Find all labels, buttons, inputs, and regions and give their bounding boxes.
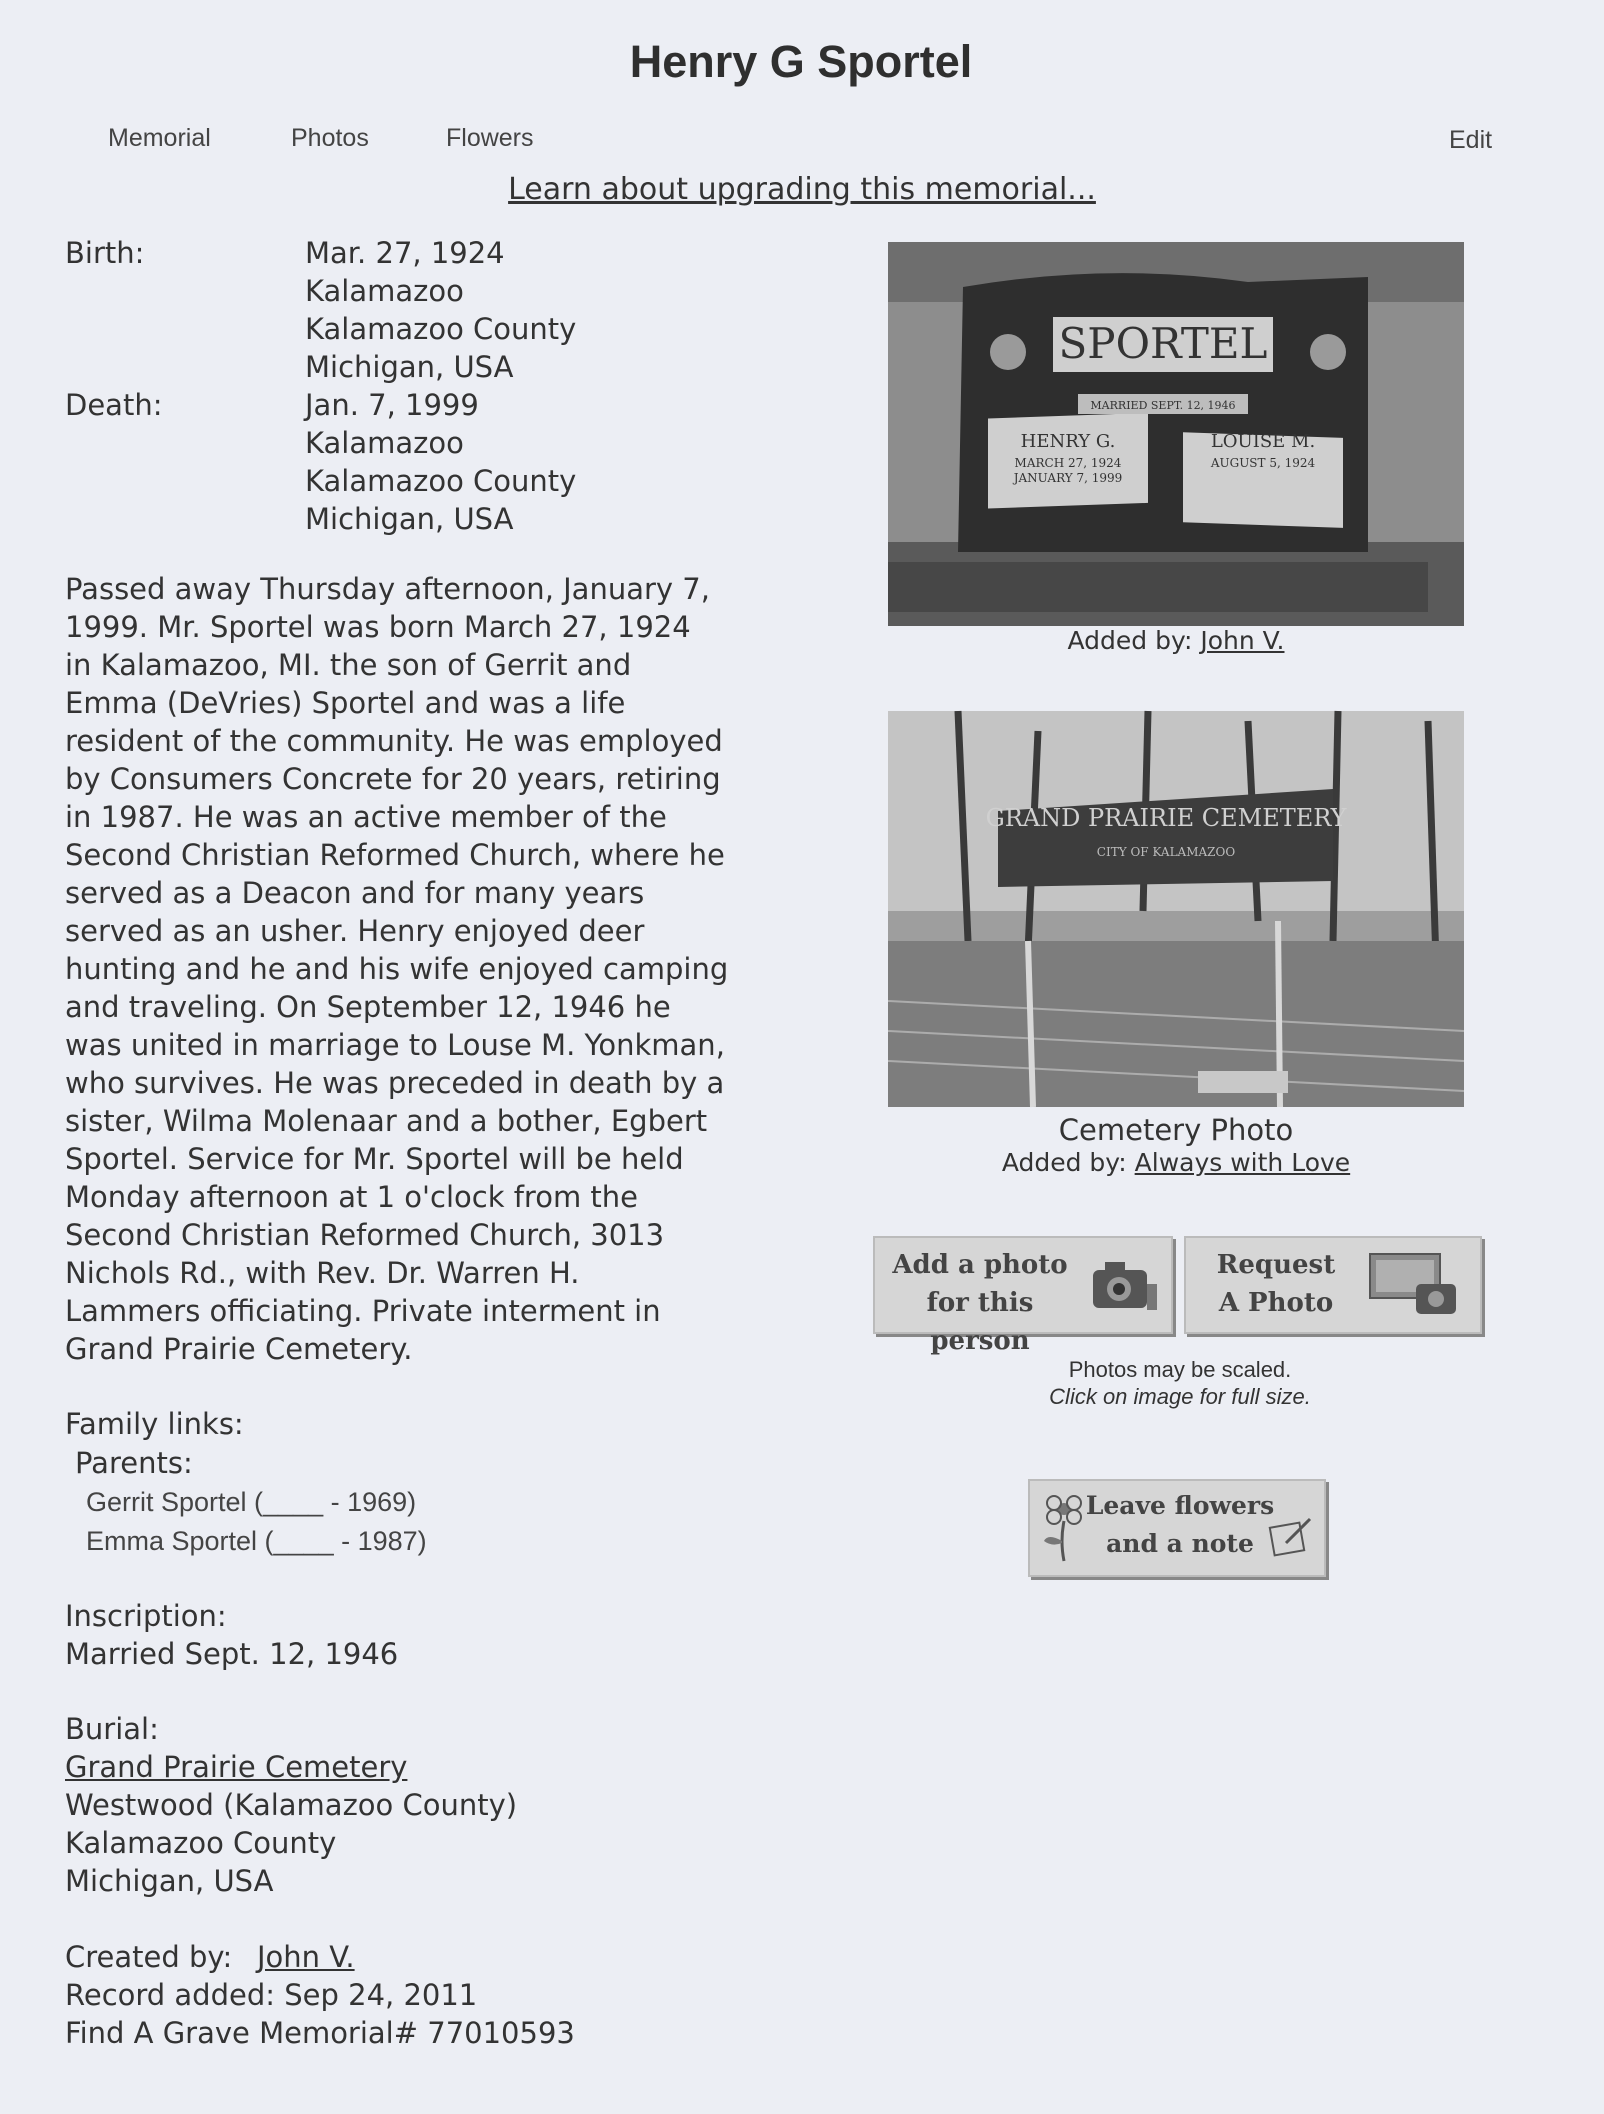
request-photo-button[interactable] — [1184, 1236, 1482, 1334]
burial-label: Burial: — [65, 1712, 159, 1746]
photo1-added-link[interactable]: John V. — [1200, 626, 1285, 655]
page-title: Henry G Sportel — [629, 36, 973, 87]
flowers-line2: and a note — [1106, 1529, 1254, 1558]
death-date: Jan. 7, 1999 — [305, 388, 479, 422]
edit-link[interactable]: Edit — [1449, 126, 1493, 154]
bio-line: Lammers officiating. Private interment in — [65, 1294, 661, 1328]
sign-title: GRAND PRAIRIE CEMETERY — [985, 804, 1347, 832]
add-photo-line1: Add a photo — [892, 1250, 1068, 1280]
photos-scaled-note: Photos may be scaled. — [1068, 1357, 1292, 1382]
death-label: Death: — [65, 388, 163, 422]
burial-state: Michigan, USA — [65, 1864, 274, 1898]
photo1-added-by — [888, 626, 1464, 655]
add-photo-line2: for this person — [926, 1288, 1034, 1356]
bio-line: hunting and he and his wife enjoyed camping — [65, 952, 729, 986]
death-county: Kalamazoo County — [305, 464, 577, 498]
bio-line: Passed away Thursday afternoon, January 7, — [65, 572, 710, 606]
stone-right-d1: AUGUST 5, 1924 — [1210, 456, 1316, 470]
photo2-caption: Cemetery Photo — [1058, 1113, 1294, 1147]
parent-link-gerrit[interactable]: Gerrit Sportel (____ - 1969) — [86, 1487, 417, 1517]
bio-line: Nichols Rd., with Rev. Dr. Warren H. — [65, 1256, 580, 1290]
death-state: Michigan, USA — [305, 502, 514, 536]
bio-line: Second Christian Reformed Church, 3013 — [65, 1218, 665, 1252]
stone-right-name: LOUISE M. — [1210, 431, 1316, 452]
parents-label: Parents: — [75, 1446, 193, 1480]
sign-subtitle: CITY OF KALAMAZOO — [1096, 845, 1236, 859]
family-links-label: Family links: — [65, 1407, 244, 1441]
headstone-photo[interactable] — [888, 242, 1464, 626]
birth-date: Mar. 27, 1924 — [305, 236, 505, 270]
tab-memorial[interactable]: Memorial — [108, 124, 211, 152]
memorial-id: Find A Grave Memorial# 77010593 — [65, 2016, 575, 2050]
upgrade-link[interactable]: Learn about upgrading this memorial... — [508, 172, 1096, 207]
inscription-text: Married Sept. 12, 1946 — [65, 1637, 399, 1671]
photo-request-icon — [1366, 1250, 1466, 1320]
burial-county: Kalamazoo County — [65, 1826, 337, 1860]
parent-link-emma[interactable]: Emma Sportel (____ - 1987) — [86, 1526, 427, 1556]
bio-line: resident of the community. He was employed — [65, 724, 723, 758]
photo2-added-by — [888, 1148, 1464, 1177]
biography — [65, 570, 825, 1368]
bio-line: sister, Wilma Molenaar and a bother, Egbert — [65, 1104, 708, 1138]
add-photo-button[interactable] — [873, 1236, 1173, 1356]
stone-banner: MARRIED SEPT. 12, 1946 — [1090, 399, 1236, 412]
birth-city: Kalamazoo — [305, 274, 464, 308]
bio-line: Sportel. Service for Mr. Sportel will be held — [65, 1142, 684, 1176]
flowers-line1: Leave flowers — [1085, 1491, 1275, 1520]
photo1-added-label: Added by: — [1067, 626, 1193, 655]
stone-surname: SPORTEL — [1058, 319, 1268, 368]
bio-line: who survives. He was preceded in death by a — [65, 1066, 725, 1100]
bio-line: and traveling. On September 12, 1946 he — [65, 990, 671, 1024]
tab-photos[interactable]: Photos — [291, 124, 369, 152]
bio-line: by Consumers Concrete for 20 years, retiring — [65, 762, 721, 796]
bio-line: served as an usher. Henry enjoyed deer — [65, 914, 645, 948]
leave-flowers-button[interactable] — [1028, 1479, 1326, 1577]
click-full-size-note: Click on image for full size. — [1049, 1384, 1311, 1409]
birth-county: Kalamazoo County — [305, 312, 577, 346]
burial-location: Westwood (Kalamazoo County) — [65, 1788, 518, 1822]
bio-line: in 1987. He was an active member of the — [65, 800, 667, 834]
record-added: Record added: Sep 24, 2011 — [65, 1978, 478, 2012]
bio-line: 1999. Mr. Sportel was born March 27, 1924 — [65, 610, 691, 644]
created-by-label: Created by: — [65, 1940, 233, 1974]
bio-line: Second Christian Reformed Church, where he — [65, 838, 725, 872]
bio-line: Monday afternoon at 1 o'clock from the — [65, 1180, 639, 1214]
birth-state: Michigan, USA — [305, 350, 514, 384]
bio-line: Emma (DeVries) Sportel and was a life — [65, 686, 626, 720]
bio-line: in Kalamazoo, MI. the son of Gerrit and — [65, 648, 632, 682]
inscription-label: Inscription: — [65, 1599, 227, 1633]
request-line2: A Photo — [1218, 1288, 1334, 1318]
death-city: Kalamazoo — [305, 426, 464, 460]
bio-line: was united in marriage to Louse M. Yonkman, — [65, 1028, 725, 1062]
cemetery-link[interactable]: Grand Prairie Cemetery — [65, 1750, 408, 1784]
bio-line: Grand Prairie Cemetery. — [65, 1332, 413, 1366]
birth-label: Birth: — [65, 236, 145, 270]
stone-left-d1: MARCH 27, 1924 — [1014, 456, 1122, 470]
tab-flowers[interactable]: Flowers — [446, 124, 534, 152]
note-pencil-icon — [1268, 1515, 1314, 1559]
headstone-image — [888, 242, 1464, 626]
request-line1: Request — [1216, 1250, 1336, 1280]
stone-left-d2: JANUARY 7, 1999 — [1013, 471, 1123, 485]
photo2-added-link[interactable]: Always with Love — [1134, 1148, 1351, 1177]
created-by-link[interactable]: John V. — [257, 1940, 355, 1974]
cemetery-photo[interactable] — [888, 711, 1464, 1107]
cemetery-image — [888, 711, 1464, 1107]
camera-icon — [1089, 1254, 1161, 1318]
photo2-added-label: Added by: — [1001, 1148, 1127, 1177]
stone-left-name: HENRY G. — [1020, 431, 1116, 452]
bio-line: served as a Deacon and for many years — [65, 876, 645, 910]
